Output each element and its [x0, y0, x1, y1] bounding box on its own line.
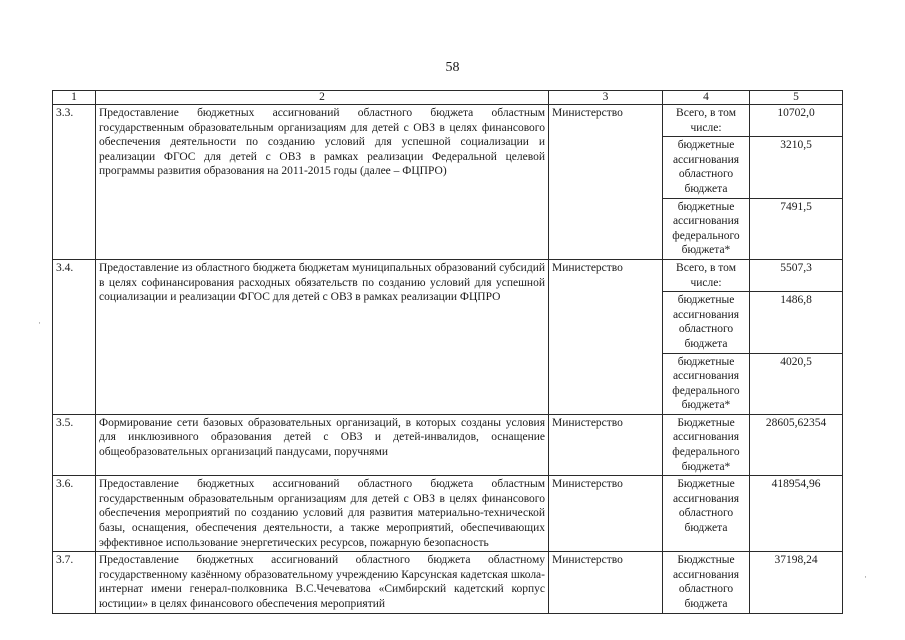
row-description: Предоставление бюджетных ассигнований областного бюджета областным государственным образовательным организациям для детей с ОВЗ в целях финансового обеспечения мероприятий по созданию условий для развития материально-технической базы, оснащения, обеспечения деятельности, а также мероприятий, обеспечивающих эффективное использование энергетических ресурсов, пожарную безопасность [96, 476, 549, 552]
row-number: 3.4. [53, 259, 96, 414]
row-executor: Министерство [549, 105, 663, 260]
funding-amount: 28605,62354 [750, 414, 843, 475]
budget-table [52, 90, 843, 614]
table-row [53, 552, 843, 613]
row-executor: Министерство [549, 552, 663, 613]
table-row [53, 105, 843, 137]
row-number: 3.5. [53, 414, 96, 475]
table-row [53, 259, 843, 291]
funding-category: бюджетные ассигнования федерального бюджета* [663, 353, 750, 414]
funding-amount: 418954,96 [750, 476, 843, 552]
table-row [53, 476, 843, 552]
column-header: 5 [750, 91, 843, 105]
funding-amount: 10702,0 [750, 105, 843, 137]
row-description: Формирование сети базовых образовательных организаций, в которых созданы условия для инклюзивного образования детей с ОВЗ и детей-инвалидов, оснащение общеобразовательных организаций пандусами, поручнями [96, 414, 549, 475]
row-number: 3.3. [53, 105, 96, 260]
funding-category: бюджетные ассигнования областного бюджета [663, 292, 750, 353]
funding-amount: 5507,3 [750, 259, 843, 291]
row-description: Предоставление из областного бюджета бюджетам муниципальных образований субсидий в целях софинансирования расходных обязательств по созданию условий для успешной социализации и реализации ФГОС для детей с ОВЗ в рамках реализации ФЦПРО [96, 259, 549, 414]
funding-amount: 4020,5 [750, 353, 843, 414]
funding-category: Бюджстные ассигнования областного бюджета [663, 552, 750, 613]
page-number: 58 [445, 60, 460, 75]
row-executor: Министерство [549, 414, 663, 475]
column-header: 3 [549, 91, 663, 105]
funding-amount: 7491,5 [750, 198, 843, 259]
row-description: Предоставление бюджетных ассигнований областного бюджета областному государственному казённому образовательному учреждению Карсунская кадетская школа-интернат имени генерал-полковника В.С.Чечеватова «Симбирский кадетский корпус юстиции» в целях финансового обеспечения мероприятий [96, 552, 549, 613]
scan-speck: · [864, 572, 867, 582]
funding-category: Всего, в том числе: [663, 259, 750, 291]
column-header: 1 [53, 91, 96, 105]
funding-amount: 3210,5 [750, 137, 843, 198]
row-number: 3.6. [53, 476, 96, 552]
funding-amount: 1486,8 [750, 292, 843, 353]
funding-category: Всего, в том числе: [663, 105, 750, 137]
funding-category: бюджетные ассигнования федерального бюджета* [663, 198, 750, 259]
scan-speck: · [38, 318, 41, 328]
column-header: 4 [663, 91, 750, 105]
column-header: 2 [96, 91, 549, 105]
funding-category: Бюджетные ассигнования федерального бюджета* [663, 414, 750, 475]
row-executor: Министерство [549, 476, 663, 552]
funding-amount: 37198,24 [750, 552, 843, 613]
table-row [53, 414, 843, 475]
row-number: 3.7. [53, 552, 96, 613]
row-description: Предоставление бюджетных ассигнований областного бюджета областным государственным образовательным организациям для детей с ОВЗ в целях финансового обеспечения деятельности по созданию условий для успешной социализации и реализации ФГОС для детей с ОВЗ в рамках реализации Федеральной целевой программы развития образования на 2011-2015 годы (далее – ФЦПРО) [96, 105, 549, 260]
funding-category: бюджетные ассигнования областного бюджета [663, 137, 750, 198]
row-executor: Министерство [549, 259, 663, 414]
funding-category: Бюджетные ассигнования областного бюджета [663, 476, 750, 552]
table-header-row [53, 91, 843, 105]
